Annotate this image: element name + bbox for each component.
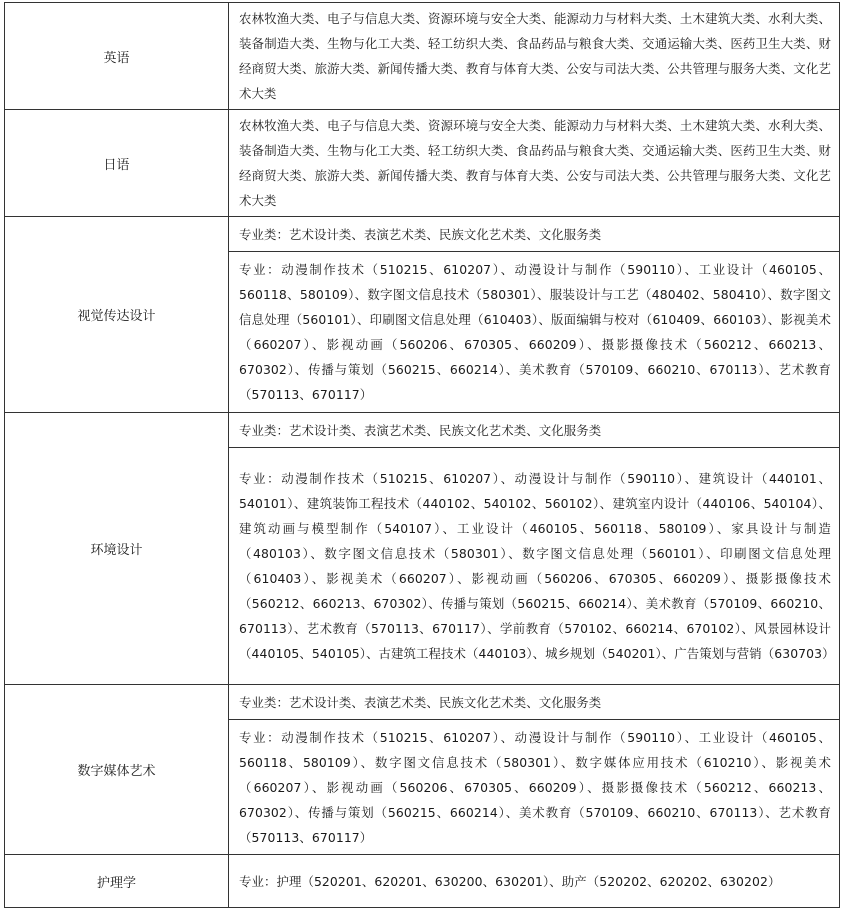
majors-table <box>4 2 840 908</box>
specialty-list: 专业：动漫制作技术（510215、610207）、动漫设计与制作（590110）、建筑设计（440101、540101）、建筑装饰工程技术（440102、540102、560102）、建筑室内设计（440106、540104）、建筑动画与模型制作（540107）、工业设计（460105、560118、580109）、家具设计与制造（480103）、数字图文信息技术（580301）、数字图文信息处理（560101）、印刷图文信息处理（610403）、影视美术（660207）、影视动画（560206、670305、660209）、摄影摄像技术（560212、660213、670302）、传播与策划（560215、660214）、美术教育（570109、660210、670113）、艺术教育（570113、670117）、学前教育（570102、660214、670102）、风景园林设计（440105、540105）、古建筑工程技术（440103）、城乡规划（540201）、广告策划与营销（630703） <box>229 448 840 685</box>
table-row <box>5 855 840 908</box>
specialty-list: 专业：动漫制作技术（510215、610207）、动漫设计与制作（590110）、工业设计（460105、560118、580109）、数字图文信息技术（580301）、数字媒体应用技术（610210）、影视美术（660207）、影视动画（560206、670305、660209）、摄影摄像技术（560212、660213、670302）、传播与策划（560215、660214）、美术教育（570109、660210、670113）、艺术教育（570113、670117） <box>229 720 840 855</box>
specialty-list: 专业：护理（520201、620201、630200、630201）、助产（520202、620202、630202） <box>229 855 840 908</box>
table-row <box>5 413 840 448</box>
category-list: 农林牧渔大类、电子与信息大类、资源环境与安全大类、能源动力与材料大类、土木建筑大类、水利大类、装备制造大类、生物与化工大类、轻工纺织大类、食品药品与粮食大类、交通运输大类、医药卫生大类、财经商贸大类、旅游大类、新闻传播大类、教育与体育大类、公安与司法大类、公共管理与服务大类、文化艺术大类 <box>229 110 840 217</box>
table-row <box>5 110 840 217</box>
major-name: 环境设计 <box>5 413 229 685</box>
category-line: 专业类：艺术设计类、表演艺术类、民族文化艺术类、文化服务类 <box>229 217 840 252</box>
table-row <box>5 685 840 720</box>
major-name: 日语 <box>5 110 229 217</box>
major-name: 视觉传达设计 <box>5 217 229 413</box>
category-line: 专业类：艺术设计类、表演艺术类、民族文化艺术类、文化服务类 <box>229 413 840 448</box>
table-row <box>5 217 840 252</box>
specialty-list: 专业：动漫制作技术（510215、610207）、动漫设计与制作（590110）、工业设计（460105、560118、580109）、数字图文信息技术（580301）、服装设计与工艺（480402、580410）、数字图文信息处理（560101）、印刷图文信息处理（610403）、版面编辑与校对（610409、660103）、影视美术（660207）、影视动画（560206、670305、660209）、摄影摄像技术（560212、660213、670302）、传播与策划（560215、660214）、美术教育（570109、660210、670113）、艺术教育（570113、670117） <box>229 252 840 413</box>
table-row <box>5 3 840 110</box>
major-name: 数字媒体艺术 <box>5 685 229 855</box>
category-line: 专业类：艺术设计类、表演艺术类、民族文化艺术类、文化服务类 <box>229 685 840 720</box>
major-name: 英语 <box>5 3 229 110</box>
major-name: 护理学 <box>5 855 229 908</box>
category-list: 农林牧渔大类、电子与信息大类、资源环境与安全大类、能源动力与材料大类、土木建筑大类、水利大类、装备制造大类、生物与化工大类、轻工纺织大类、食品药品与粮食大类、交通运输大类、医药卫生大类、财经商贸大类、旅游大类、新闻传播大类、教育与体育大类、公安与司法大类、公共管理与服务大类、文化艺术大类 <box>229 3 840 110</box>
